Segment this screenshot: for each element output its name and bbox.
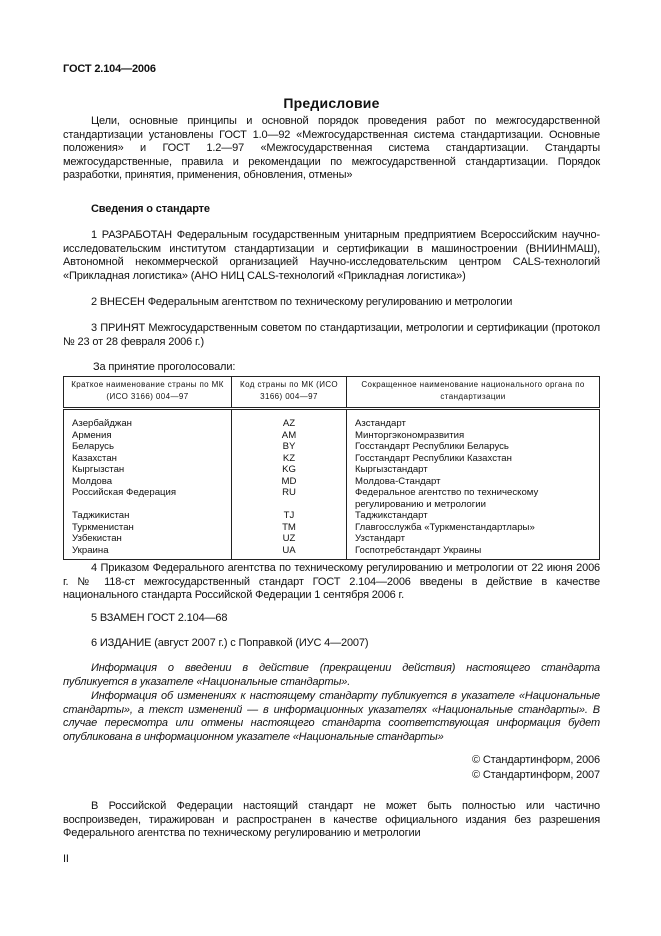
page-number: II [63,853,69,865]
cell-country: Казахстан [64,453,232,465]
cell-country: Туркменистан [64,522,232,534]
cell-body: Молдова-Стандарт [347,476,600,488]
item-5-replaces: 5 ВЗАМЕН ГОСТ 2.104—68 [91,612,228,624]
table-row [64,533,600,545]
voting-table [63,376,600,560]
cell-code: UA [232,545,347,560]
copyright-2007: © Стандартинформ, 2007 [471,769,600,781]
cell-code: TJ [232,510,347,522]
cell-country: Беларусь [64,441,232,453]
cell-body: Федеральное агентство по техническому регулированию и метрологии [347,487,600,510]
cell-country: Узбекистан [64,533,232,545]
intro-paragraph: Цели, основные принципы и основной порядок проведения работ по межгосударственной стандартизации установлены ГОСТ 1.0—92 «Межгосударственная система стандартизации. Основные положения» и ГОСТ 1.2—97 «Межгосударственная система стандартизации. Стандарты межгосударственные, правила и рекомендации по межгосударственной стандартизации. Порядок разработки, принятия, применения, обновления, отмены» [63,115,600,182]
cell-code: MD [232,476,347,488]
cell-code: BY [232,441,347,453]
table-row [64,510,600,522]
item-4-order: 4 Приказом Федерального агентства по техническому регулированию и метрологии от 22 июня 2006 г. № 118-ст межгосударственный стандарт ГОСТ 2.104—2006 введены в действие в качестве национального стандарта Российской Федерации 1 сентября 2006 г. [63,562,600,602]
table-row [64,464,600,476]
cell-body: Минторгэкономразвития [347,430,600,442]
table-row [64,522,600,534]
cell-country: Украина [64,545,232,560]
cell-body: Госстандарт Республики Казахстан [347,453,600,465]
cell-country: Азербайджан [64,409,232,430]
vote-caption: За принятие проголосовали: [93,361,236,373]
cell-country: Российская Федерация [64,487,232,510]
reproduction-notice: В Российской Федерации настоящий стандарт не может быть полностью или частично воспроизведен, тиражирован и распространен в качестве официального издания без разрешения Федерального агентства по техническому регулированию и метрологии [63,800,600,840]
cell-country: Молдова [64,476,232,488]
cell-code: AM [232,430,347,442]
item-3-adopted: 3 ПРИНЯТ Межгосударственным советом по стандартизации, метрологии и сертификации (протокол № 23 от 28 февраля 2006 г.) [63,322,600,348]
cell-code: UZ [232,533,347,545]
cell-body: Узстандарт [347,533,600,545]
page-title: Предисловие [283,95,380,111]
item-1-developed: 1 РАЗРАБОТАН Федеральным государственным унитарным предприятием Всероссийским научно-исследовательским институтом стандартизации и сертификации в машиностроении (ВНИИНМАШ), Автономной некоммерческой организацией Научно-исследовательским центром CALS-технологий «Прикладная логистика» (АНО НИЦ CALS-технологий «Прикладная логистика») [63,229,600,282]
cell-body: Кыргызстандарт [347,464,600,476]
copyright-2006: © Стандартинформ, 2006 [471,754,600,766]
info-paragraph-1: Информация о введении в действие (прекращении действия) настоящего стандарта публикуется в указателе «Национальные стандарты». [63,662,600,688]
cell-code: KG [232,464,347,476]
cell-country: Таджикистан [64,510,232,522]
cell-code: TM [232,522,347,534]
copyright-block [63,753,600,783]
cell-body: Азстандарт [347,409,600,430]
column-header-body: Сокращенное наименование национального органа по стандартизации [347,377,600,409]
document-header: ГОСТ 2.104—2006 [63,63,156,75]
item-6-edition: 6 ИЗДАНИЕ (август 2007 г.) с Поправкой (ИУС 4—2007) [91,637,369,649]
item-2-introduced: 2 ВНЕСЕН Федеральным агентством по техническому регулированию и метрологии [91,296,513,308]
cell-body: Госстандарт Республики Беларусь [347,441,600,453]
table-row [64,545,600,560]
table-row [64,453,600,465]
cell-code: AZ [232,409,347,430]
info-paragraph-2: Информация об изменениях к настоящему стандарту публикуется в указателе «Национальные стандарты», а текст изменений — в информационных указателях «Национальные стандарты». В случае пересмотра или отмены настоящего стандарта соответствующая информация будет опубликована в информационном указателе «Национальные стандарты» [63,690,600,743]
cell-body: Таджикстандарт [347,510,600,522]
cell-body: Госпотребстандарт Украины [347,545,600,560]
table-row [64,409,600,430]
column-header-code: Код страны по МК (ИСО 3166) 004—97 [232,377,347,409]
table-row [64,441,600,453]
cell-code: RU [232,487,347,510]
table-row [64,476,600,488]
column-header-country: Краткое наименование страны по МК (ИСО 3166) 004—97 [64,377,232,409]
cell-country: Армения [64,430,232,442]
cell-code: KZ [232,453,347,465]
cell-country: Кыргызстан [64,464,232,476]
table-row [64,487,600,510]
section-heading: Сведения о стандарте [91,203,210,215]
table-row [64,430,600,442]
cell-body: Главгосслужба «Туркменстандартлары» [347,522,600,534]
